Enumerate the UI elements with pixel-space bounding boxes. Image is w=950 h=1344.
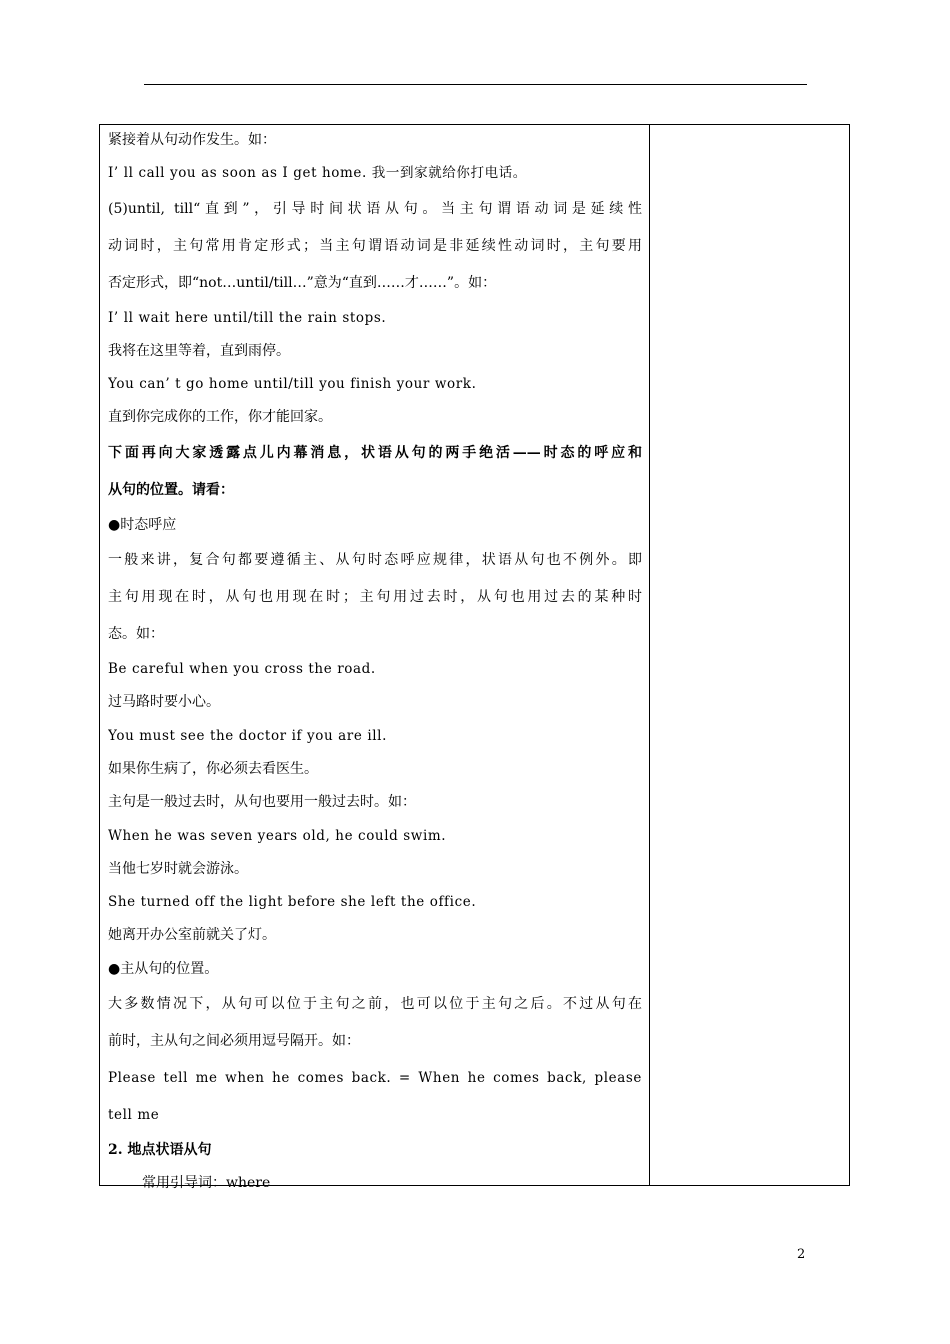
section-heading: 下面再向大家透露点儿内幕消息，状语从句的两手绝活——时态的呼应和: [108, 444, 642, 461]
main-text-cell: [108, 124, 642, 1201]
text-line: 态。如：: [108, 626, 164, 643]
section-heading: 从句的位置。请看：: [108, 481, 234, 498]
bullet-heading: ●时态呼应: [108, 516, 177, 533]
text-line: 常用引导词：where: [142, 1175, 271, 1192]
text-line: You must see the doctor if you are ill.: [108, 727, 387, 744]
text-line: 我将在这里等着，直到雨停。: [108, 342, 290, 359]
header-rule: [144, 84, 807, 85]
text-line: 否定形式，即“not…until/till…”意为“直到……才……”。如：: [108, 274, 497, 291]
text-line: I’ ll wait here until/till the rain stops.: [108, 309, 387, 326]
text-line: Please tell me when he comes back. = When he comes back, please: [108, 1070, 642, 1087]
text-line: 直到你完成你的工作，你才能回家。: [108, 409, 332, 426]
bullet-heading: ●主从句的位置。: [108, 960, 219, 977]
text-line: 如果你生病了，你必须去看医生。: [108, 760, 318, 777]
text-line: Be careful when you cross the road.: [108, 661, 376, 678]
text-line: 当他七岁时就会游泳。: [108, 860, 248, 877]
text-line: 前时，主从句之间必须用逗号隔开。如：: [108, 1033, 360, 1050]
text-line: 过马路时要小心。: [108, 694, 220, 711]
text-line: (5)until, till“直到”，引导时间状语从句。当主句谓语动词是延续性: [108, 200, 642, 217]
section-heading: 2. 地点状语从句: [108, 1142, 212, 1159]
text-line: 动词时，主句常用肯定形式；当主句谓语动词是非延续性动词时，主句要用: [108, 237, 642, 254]
page-number: 2: [797, 1247, 806, 1262]
text-line: You can’ t go home until/till you finish your work.: [108, 376, 477, 393]
text-line: 主句是一般过去时，从句也要用一般过去时。如：: [108, 794, 416, 811]
text-line: When he was seven years old, he could swim.: [108, 827, 447, 844]
text-line: tell me: [108, 1107, 160, 1124]
text-line: 大多数情况下，从句可以位于主句之前，也可以位于主句之后。不过从句在: [108, 996, 642, 1013]
text-line: I’ ll call you as soon as I get home. 我一到家就给你打电话。: [108, 165, 527, 182]
text-line: She turned off the light before she left the office.: [108, 894, 477, 911]
text-line: 一般来讲，复合句都要遵循主、从句时态呼应规律，状语从句也不例外。即: [108, 552, 642, 569]
table-column-divider: [649, 124, 650, 1186]
text-line: 紧接着从句动作发生。如：: [108, 132, 276, 148]
text-line: 主句用现在时，从句也用现在时；主句用过去时，从句也用过去的某种时: [108, 589, 642, 606]
text-line: 她离开办公室前就关了灯。: [108, 927, 276, 944]
